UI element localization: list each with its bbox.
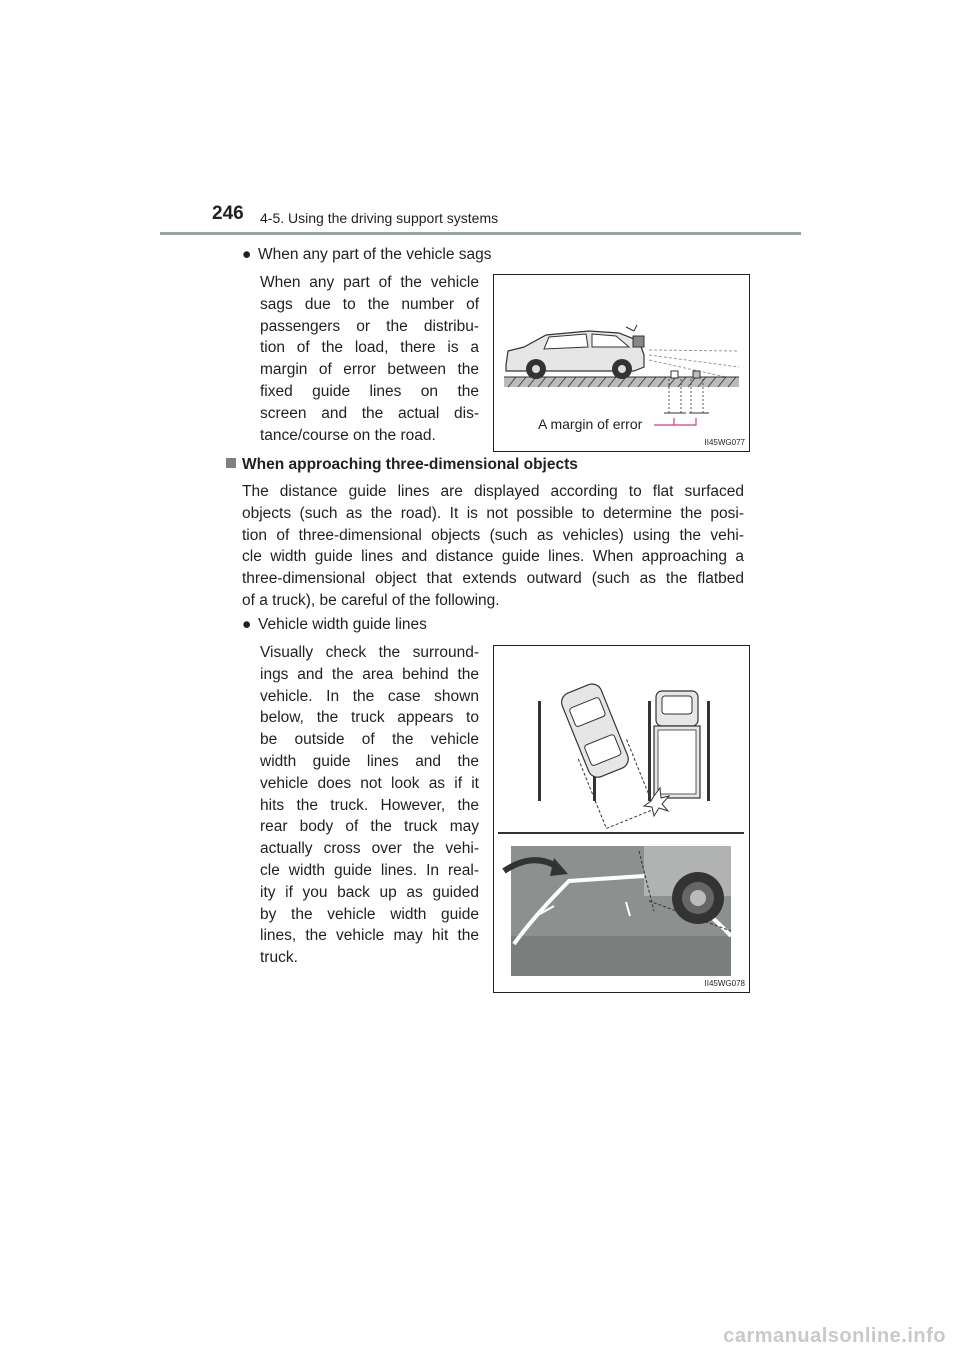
- sag-bullet-title: When any part of the vehicle sags: [258, 246, 492, 263]
- three-d-heading-text: When approaching three-dimensional objects: [242, 456, 578, 473]
- text-line: of a truck), be careful of the following.: [242, 591, 500, 609]
- text-line: rear body of the truck may: [260, 818, 479, 836]
- text-line: Visually check the surround-: [260, 644, 479, 661]
- bullet-icon: ●: [242, 246, 252, 263]
- text-line: truck.: [260, 949, 298, 967]
- sag-body: [260, 272, 479, 446]
- text-line: three-dimensional object that extends outward (such as the flatbed: [242, 570, 744, 588]
- text-line: be outside of the vehicle: [260, 731, 479, 749]
- section-title: 4-5. Using the driving support systems: [260, 210, 499, 226]
- text-line: fixed guide lines on the: [260, 382, 479, 400]
- width-bullet: [242, 614, 427, 635]
- sag-bullet: [242, 244, 492, 265]
- text-line: objects (such as the road). It is not possible to determine the posi-: [242, 504, 744, 522]
- header-divider: [160, 232, 801, 235]
- three-d-heading: [226, 456, 578, 474]
- text-line: tion of the load, there is a: [260, 339, 479, 357]
- page-number: 246: [212, 203, 244, 224]
- text-line: tion of three-dimensional objects (such as vehicles) using the vehi-: [242, 526, 744, 544]
- width-bullet-title: Vehicle width guide lines: [258, 616, 427, 633]
- text-line: passengers or the distribu-: [260, 317, 479, 335]
- text-line: ings and the area behind the: [260, 665, 479, 683]
- text-line: lines, the vehicle may hit the: [260, 927, 479, 945]
- text-line: cle width guide lines. In real-: [260, 861, 479, 879]
- text-line: sags due to the number of: [260, 295, 479, 313]
- text-line: width guide lines and the: [260, 752, 479, 770]
- text-line: ity if you back up as guided: [260, 883, 479, 901]
- text-line: cle width guide lines and distance guide lines. When approaching a: [242, 548, 744, 566]
- figure-code: II45WG078: [704, 979, 745, 988]
- text-line: actually cross over the vehi-: [260, 840, 479, 858]
- text-line: below, the truck appears to: [260, 709, 479, 727]
- text-line: hits the truck. However, the: [260, 796, 479, 814]
- text-line: tance/course on the road.: [260, 426, 436, 444]
- text-line: When any part of the vehicle: [260, 274, 479, 291]
- three-d-intro: [242, 481, 744, 612]
- text-line: vehicle. In the case shown: [260, 687, 479, 705]
- truck-figure: [493, 645, 750, 993]
- width-body: [260, 642, 479, 969]
- text-line: The distance guide lines are displayed according to flat surfaced: [242, 483, 744, 500]
- figure-code: II45WG077: [704, 438, 745, 447]
- watermark: carmanualsonline.info: [723, 1325, 946, 1347]
- text-line: margin of error between the: [260, 361, 479, 379]
- text-line: by the vehicle width guide: [260, 905, 479, 923]
- parking-truck-illustration: [494, 646, 749, 992]
- sag-figure: [493, 274, 750, 452]
- square-bullet-icon: [226, 458, 236, 468]
- text-line: screen and the actual dis-: [260, 404, 479, 422]
- text-line: vehicle does not look as if it: [260, 774, 479, 792]
- bullet-icon: ●: [242, 616, 252, 633]
- margin-of-error-label: A margin of error: [538, 416, 643, 432]
